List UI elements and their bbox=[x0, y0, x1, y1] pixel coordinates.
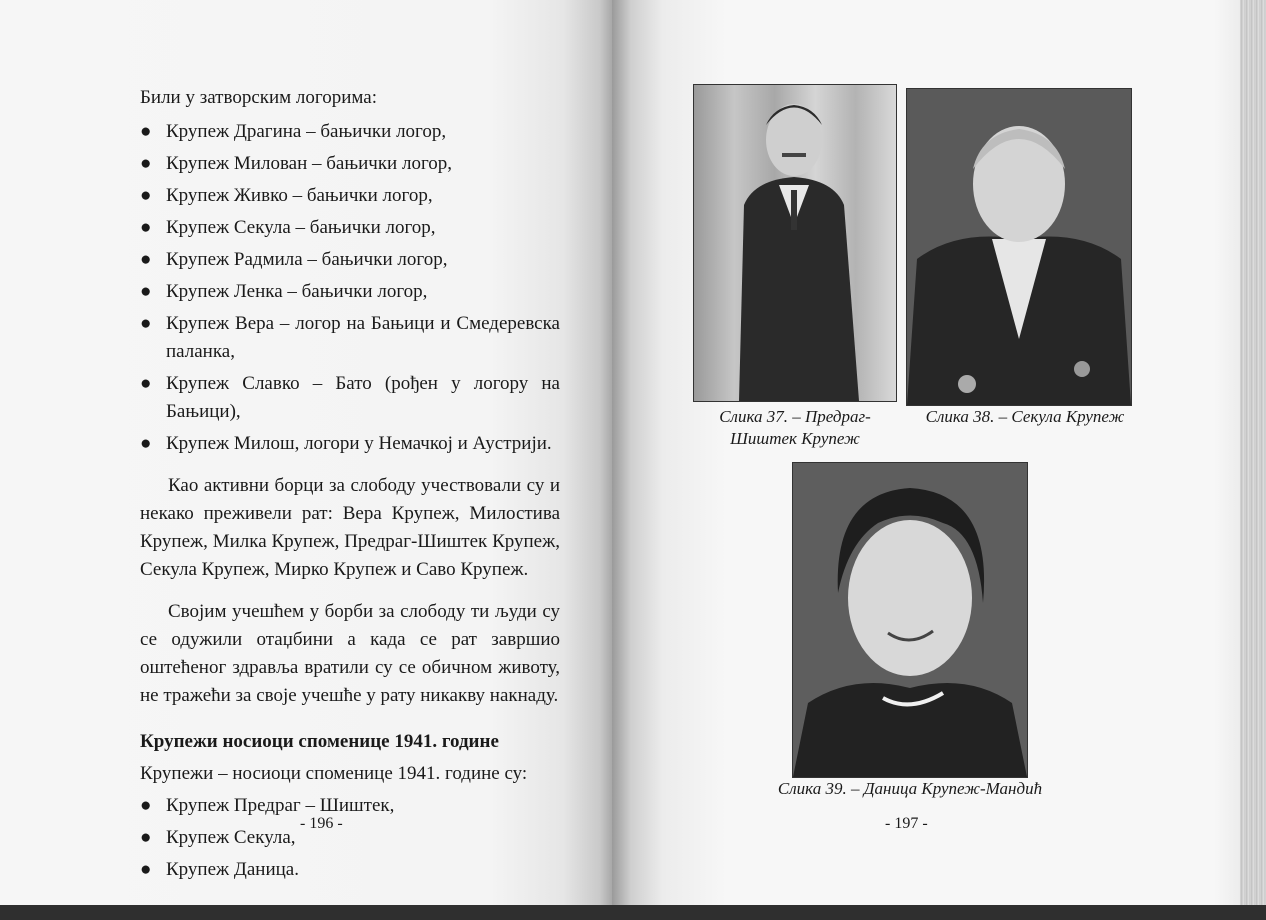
page-edges bbox=[1240, 0, 1266, 905]
bullet-icon: ● bbox=[140, 185, 152, 206]
caption-photo-39: Слика 39. – Даница Крупеж-Мандић bbox=[777, 779, 1043, 798]
page-number-left: - 196 - bbox=[300, 815, 343, 832]
prison-camp-list bbox=[140, 118, 560, 458]
bullet-icon: ● bbox=[140, 433, 152, 454]
bullet-icon: ● bbox=[140, 373, 152, 394]
photo-danica-krupez-mandic bbox=[792, 462, 1028, 778]
bullet-icon: ● bbox=[140, 827, 152, 848]
list-item: ● Крупеж Предраг – Шиштек, bbox=[140, 792, 560, 820]
bullet-icon: ● bbox=[140, 121, 152, 142]
bullet-icon: ● bbox=[140, 249, 152, 270]
list-item: ● Крупеж Даница. bbox=[140, 856, 560, 884]
page-number-right: - 197 - bbox=[885, 815, 928, 832]
list-item: ● Крупеж Секула, bbox=[140, 824, 560, 852]
caption-photo-38: Слика 38. – Секула Крупеж bbox=[925, 407, 1125, 426]
list-item: ● Крупеж Милош, логори у Немачкој и Аустрији. bbox=[140, 430, 560, 458]
bullet-icon: ● bbox=[140, 859, 152, 880]
list-item: ● Крупеж Живко – бањички логор, bbox=[140, 182, 560, 210]
section-heading: Крупежи носиоци споменице 1941. године bbox=[140, 731, 499, 752]
list-item: ● Крупеж Секула – бањички логор, bbox=[140, 214, 560, 242]
sacrifice-paragraph: Својим учешћем у борби за слободу ти људи су се одужили отаџбини а када се рат завршио оштећеног здравља вратили су се обичном животу, не тражећи за своје учешће у рату никакву накнаду. bbox=[140, 601, 560, 706]
list-item: ● Крупеж Милован – бањички логор, bbox=[140, 150, 560, 178]
bullet-icon: ● bbox=[140, 217, 152, 238]
scan-bottom-shadow bbox=[0, 905, 1266, 920]
fighters-paragraph: Као активни борци за слободу учествовали су и некако преживели рат: Вера Крупеж, Милостива Крупеж, Милка Крупеж, Предраг-Шиштек Крупеж, Секула Крупеж, Мирко Крупеж и Саво Крупеж. bbox=[140, 475, 560, 580]
list-item: ● Крупеж Вера – логор на Бањици и Смедеревска паланка, bbox=[140, 310, 560, 366]
bullet-icon: ● bbox=[140, 281, 152, 302]
bullet-icon: ● bbox=[140, 313, 152, 334]
left-page-text bbox=[140, 84, 560, 888]
list-item: ● Крупеж Радмила – бањички логор, bbox=[140, 246, 560, 274]
medal-holders-list bbox=[140, 792, 560, 884]
bullet-icon: ● bbox=[140, 153, 152, 174]
list-item: ● Крупеж Драгина – бањички логор, bbox=[140, 118, 560, 146]
medal-intro: Крупежи – носиоци споменице 1941. године су: bbox=[140, 763, 528, 784]
bullet-icon: ● bbox=[140, 795, 152, 816]
photo-sekula-krupez bbox=[906, 88, 1132, 406]
list-item: ● Крупеж Славко – Бато (рођен у логору на Бањици), bbox=[140, 370, 560, 426]
prison-list-intro: Били у затворским логорима: bbox=[140, 87, 377, 108]
photo-predrag-krupez bbox=[693, 84, 897, 402]
list-item: ● Крупеж Ленка – бањички логор, bbox=[140, 278, 560, 306]
caption-photo-37: Слика 37. – Предраг-Шиштек Крупеж bbox=[719, 407, 871, 448]
